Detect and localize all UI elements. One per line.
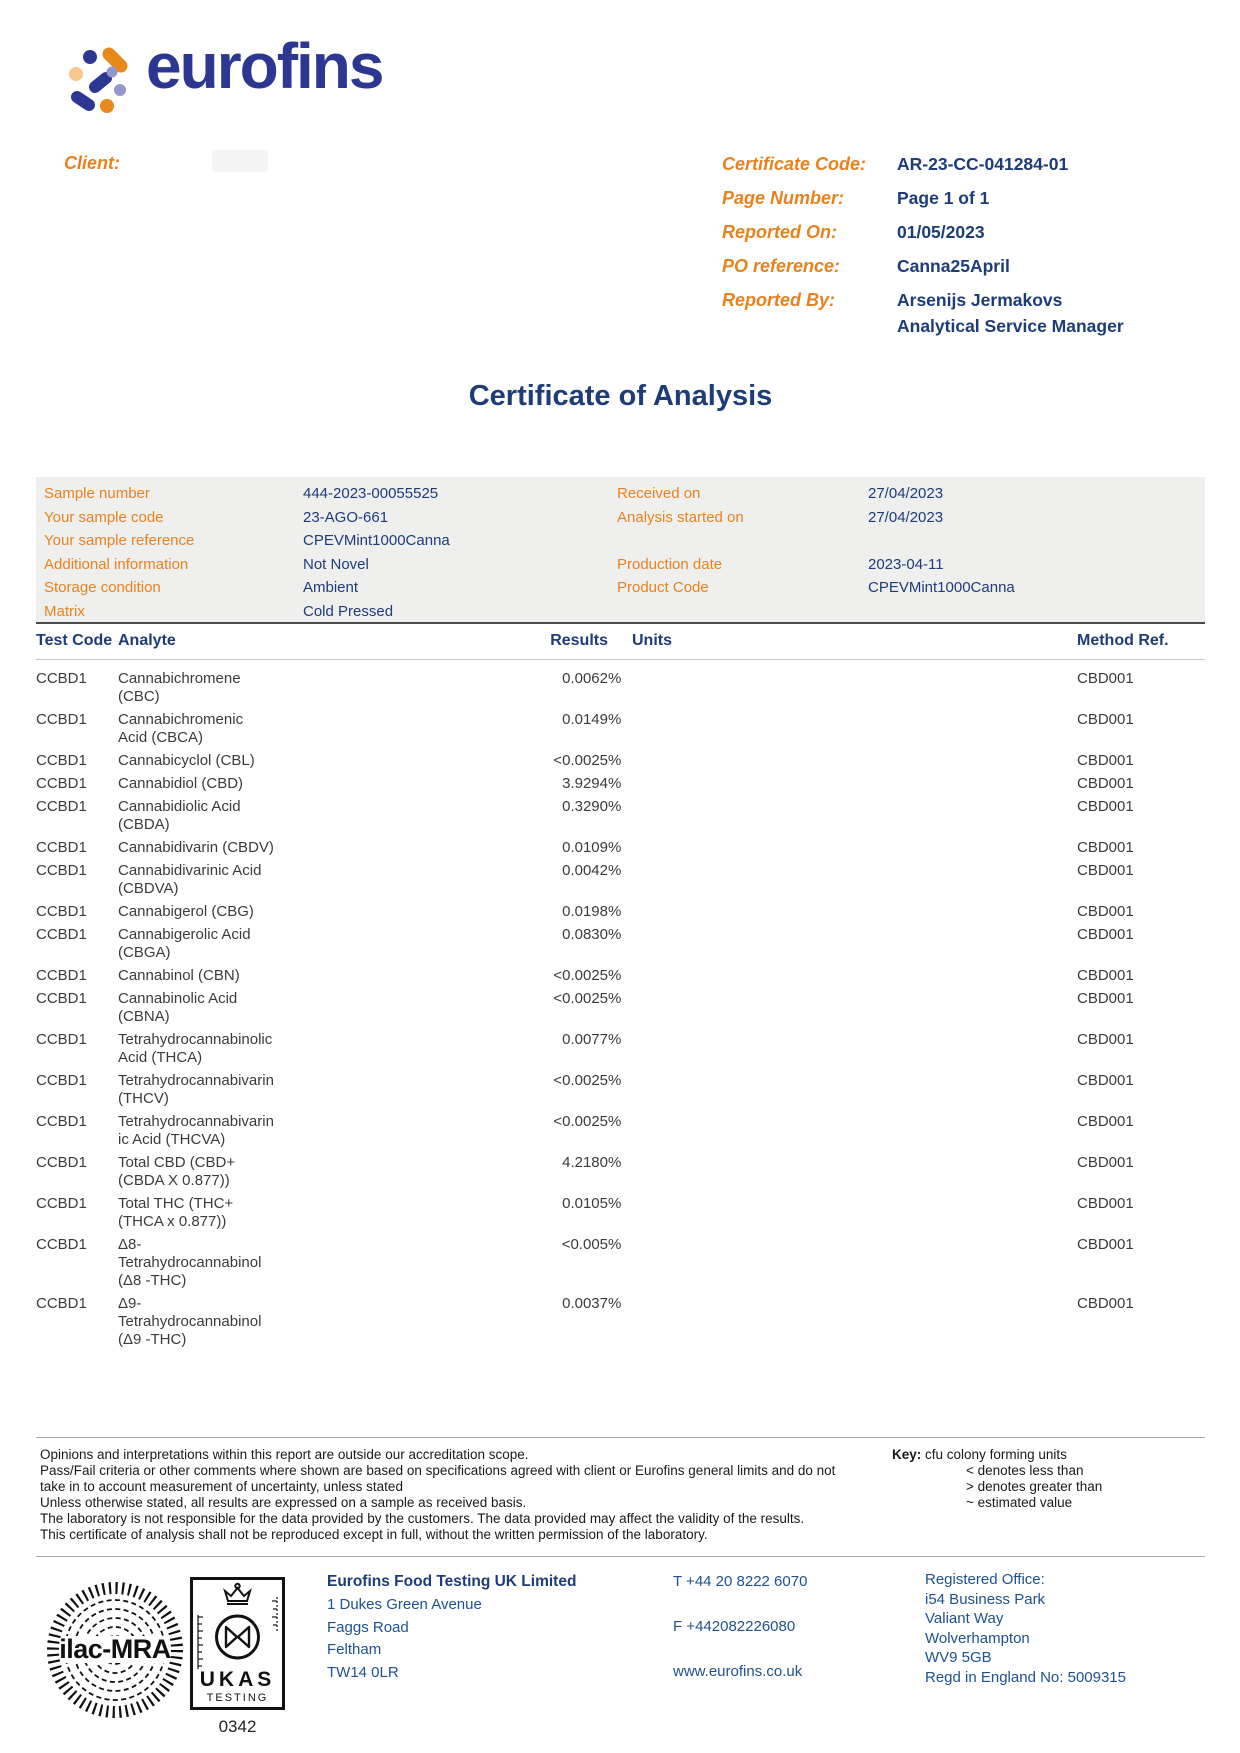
- result-value: 0.3290: [562, 798, 608, 815]
- result-analyte: [118, 1070, 278, 1111]
- registered-line: Regd in England No: 5009315: [925, 1668, 1126, 1686]
- result-units: %: [608, 1195, 622, 1212]
- result-row: [36, 988, 1205, 1029]
- sample-info-label: Additional information: [44, 555, 189, 573]
- results-table: [36, 622, 1205, 1352]
- result-analyte: [118, 660, 278, 710]
- sample-info-value: Not Novel: [303, 555, 369, 573]
- sample-info-row: [44, 506, 450, 530]
- result-method-ref: CBD001: [1077, 1113, 1134, 1130]
- analyte-text: Cannabidiolic Acid (CBDA): [118, 798, 241, 833]
- result-test-code: CCBD1: [36, 967, 87, 984]
- sample-info-row: [44, 482, 450, 506]
- result-method-ref: CBD001: [1077, 1154, 1134, 1171]
- result-value: 4.2180: [562, 1154, 608, 1171]
- result-analyte: [118, 1152, 278, 1193]
- sample-info-label: Product Code: [617, 579, 709, 596]
- result-analyte: [118, 901, 278, 924]
- registered-line: Registered Office:: [925, 1571, 1045, 1588]
- sample-info-value: 27/04/2023: [868, 485, 944, 502]
- result-method-ref: CBD001: [1077, 775, 1134, 792]
- result-method-ref: CBD001: [1077, 990, 1134, 1007]
- company-name: Eurofins Food Testing UK Limited: [327, 1573, 577, 1590]
- disclaimer-line: This certificate of analysis shall not be reproduced except in full, without the written permission of the laboratory.: [40, 1527, 708, 1542]
- analyte-text: Cannabicyclol (CBL): [118, 752, 255, 769]
- result-value: <0.0025: [553, 1072, 608, 1089]
- result-row: [36, 660, 1205, 710]
- result-value: 0.0109: [562, 839, 608, 856]
- analyte-text: Δ8-Tetrahydrocannabinol (Δ8 -THC): [118, 1236, 262, 1289]
- result-row: [36, 1193, 1205, 1234]
- sample-info-right-column: [617, 482, 1015, 600]
- result-analyte: [118, 773, 278, 796]
- result-method-ref: CBD001: [1077, 903, 1134, 920]
- result-test-code: CCBD1: [36, 1031, 87, 1048]
- client-label: Client:: [64, 153, 120, 173]
- result-value: 0.0105: [562, 1195, 608, 1212]
- analyte-text: Cannabidivarin (CBDV): [118, 839, 274, 856]
- result-test-code: CCBD1: [36, 775, 87, 792]
- company-address-lines: [327, 1594, 576, 1684]
- eurofins-logo-dots-icon: [62, 44, 134, 116]
- result-method-ref: CBD001: [1077, 926, 1134, 943]
- result-test-code: CCBD1: [36, 862, 87, 879]
- result-analyte: [118, 860, 278, 901]
- result-test-code: CCBD1: [36, 839, 87, 856]
- result-method-ref: CBD001: [1077, 752, 1134, 769]
- analyte-text: Tetrahydrocannabinolic Acid (THCA): [118, 1031, 273, 1066]
- result-value: 0.0037: [562, 1295, 608, 1312]
- result-value: 0.0198: [562, 903, 608, 920]
- result-units: %: [608, 1113, 622, 1130]
- meta-value: Page 1 of 1: [897, 188, 990, 208]
- result-method-ref: CBD001: [1077, 670, 1134, 687]
- meta-row: [722, 312, 1202, 346]
- disclaimer-line: take in to account measurement of uncertainty, unless stated: [40, 1479, 403, 1494]
- result-row: [36, 796, 1205, 837]
- result-method-ref: CBD001: [1077, 1295, 1134, 1312]
- result-units: %: [608, 1031, 622, 1048]
- result-units: %: [608, 967, 622, 984]
- result-row: [36, 1070, 1205, 1111]
- result-units: %: [608, 670, 622, 687]
- page-title: Certificate of Analysis: [468, 380, 773, 412]
- result-value: 0.0042: [562, 862, 608, 879]
- sample-info-label: Production date: [617, 555, 723, 573]
- result-method-ref: CBD001: [1077, 1072, 1134, 1089]
- result-units: %: [608, 1295, 622, 1312]
- result-test-code: CCBD1: [36, 1154, 87, 1171]
- analyte-text: Tetrahydrocannabivarinic Acid (THCVA): [118, 1113, 274, 1148]
- sample-info-row: [617, 576, 1015, 600]
- result-value: 0.0077: [562, 1031, 608, 1048]
- result-analyte: [118, 965, 278, 988]
- result-units: %: [608, 711, 622, 728]
- result-test-code: CCBD1: [36, 670, 87, 687]
- result-key: [892, 1447, 1102, 1511]
- meta-label: Reported By:: [722, 290, 836, 310]
- result-units: %: [608, 1154, 622, 1171]
- sample-info-label: Analysis started on: [617, 508, 744, 526]
- result-test-code: CCBD1: [36, 1195, 87, 1212]
- result-row: [36, 709, 1205, 750]
- registered-office-block: [925, 1570, 1126, 1687]
- sample-info-left-column: [44, 482, 450, 623]
- result-value: <0.0025: [553, 752, 608, 769]
- meta-value: Arsenijs Jermakovs: [897, 290, 1063, 310]
- result-row: [36, 1234, 1205, 1293]
- result-row: [36, 924, 1205, 965]
- result-row: [36, 860, 1205, 901]
- certificate-meta: [722, 150, 1202, 346]
- result-units: %: [608, 1236, 622, 1253]
- column-header-test-code: Test Code: [36, 623, 118, 660]
- result-method-ref: CBD001: [1077, 1031, 1134, 1048]
- sample-info-row: [617, 482, 1015, 506]
- result-value: <0.0025: [553, 990, 608, 1007]
- result-test-code: CCBD1: [36, 1236, 87, 1253]
- disclaimer-text: [40, 1447, 835, 1543]
- column-header-analyte: Analyte: [118, 623, 278, 660]
- result-method-ref: CBD001: [1077, 839, 1134, 856]
- result-test-code: CCBD1: [36, 798, 87, 815]
- registered-line: i54 Business Park: [925, 1590, 1046, 1608]
- analyte-text: Total CBD (CBD+(CBDA X 0.877)): [118, 1154, 236, 1189]
- analyte-text: Δ9-Tetrahydrocannabinol (Δ9 -THC): [118, 1295, 262, 1348]
- disclaimer-line: Pass/Fail criteria or other comments where shown are based on specifications agreed with client or Eurofins general limits and do not: [40, 1463, 836, 1478]
- sample-info-row: [44, 600, 450, 624]
- result-method-ref: CBD001: [1077, 1236, 1134, 1253]
- meta-label: Certificate Code:: [722, 154, 867, 174]
- result-method-ref: CBD001: [1077, 1195, 1134, 1212]
- key-cfu-note: cfu colony forming units: [925, 1447, 1067, 1462]
- sample-info-label: Your sample code: [44, 508, 164, 526]
- key-entry: < denotes less than: [966, 1463, 1084, 1478]
- analyte-text: Cannabidivarinic Acid (CBDVA): [118, 862, 262, 897]
- sample-info-label: Sample number: [44, 485, 150, 502]
- result-analyte: [118, 1193, 278, 1234]
- key-label: Key:: [892, 1447, 922, 1462]
- result-units: %: [608, 775, 622, 792]
- sample-info-value: CPEVMint1000Canna: [868, 579, 1015, 596]
- result-units: %: [608, 798, 622, 815]
- meta-value: 01/05/2023: [897, 222, 985, 242]
- result-analyte: [118, 1293, 278, 1352]
- result-value: 0.0149: [562, 711, 608, 728]
- contact-line: www.eurofins.co.uk: [673, 1663, 803, 1680]
- result-row: [36, 901, 1205, 924]
- registered-line: Valiant Way: [925, 1610, 1004, 1627]
- result-test-code: CCBD1: [36, 926, 87, 943]
- sample-info-value: 23-AGO-661: [303, 508, 389, 526]
- result-test-code: CCBD1: [36, 903, 87, 920]
- disclaimer-line: Opinions and interpretations within this report are outside our accreditation scope.: [40, 1447, 529, 1462]
- result-value: <0.0025: [553, 967, 608, 984]
- meta-value: AR-23-CC-041284-01: [897, 154, 1069, 174]
- company-address-line: TW14 0LR: [327, 1663, 399, 1681]
- analyte-text: Cannabichromene (CBC): [118, 670, 241, 705]
- sample-info-value: 2023-04-11: [868, 555, 944, 573]
- result-row: [36, 1111, 1205, 1152]
- meta-label: PO reference:: [722, 256, 841, 276]
- column-header-results: Results: [278, 623, 608, 660]
- key-entry: ~ estimated value: [966, 1495, 1073, 1510]
- key-entries: [966, 1463, 1102, 1511]
- result-value: 0.0062: [562, 670, 608, 687]
- column-header-method-ref: Method Ref.: [1077, 623, 1205, 660]
- result-test-code: CCBD1: [36, 752, 87, 769]
- result-test-code: CCBD1: [36, 1295, 87, 1312]
- company-address-line: 1 Dukes Green Avenue: [327, 1596, 482, 1613]
- sample-info-label: Received on: [617, 485, 701, 502]
- result-analyte: [118, 1029, 278, 1070]
- sample-info-value: 444-2023-00055525: [303, 485, 439, 502]
- results-table-header-row: [36, 623, 1205, 660]
- meta-row: [722, 184, 1202, 218]
- result-test-code: CCBD1: [36, 1072, 87, 1089]
- analyte-text: Tetrahydrocannabivarin (THCV): [118, 1072, 274, 1107]
- result-row: [36, 1152, 1205, 1193]
- result-analyte: [118, 1234, 278, 1293]
- sample-info-label: Matrix: [44, 602, 85, 620]
- footer-notes: [36, 1437, 1205, 1557]
- result-analyte: [118, 796, 278, 837]
- client-value-redacted: [212, 150, 268, 172]
- result-units: %: [608, 752, 622, 769]
- svg-text:UKAS: UKAS: [199, 1668, 276, 1691]
- ukas-testing-logo-icon: [190, 1577, 285, 1710]
- disclaimer-line: The laboratory is not responsible for the data provided by the customers. The data provided may affect the validity of the results.: [40, 1511, 805, 1526]
- analyte-text: Cannabigerolic Acid (CBGA): [118, 926, 251, 961]
- result-analyte: [118, 750, 278, 773]
- company-address-line: Faggs Road: [327, 1618, 409, 1636]
- result-analyte: [118, 709, 278, 750]
- company-address-line: Feltham: [327, 1641, 382, 1658]
- analyte-text: Cannabigerol (CBG): [118, 903, 254, 920]
- registered-line: Wolverhampton: [925, 1629, 1030, 1647]
- sample-info-row: [44, 553, 450, 577]
- disclaimer-line: Unless otherwise stated, all results are expressed on a sample as received basis.: [40, 1495, 527, 1510]
- key-first-line: [892, 1447, 1102, 1463]
- registered-line: WV9 5GB: [925, 1649, 992, 1666]
- meta-row: [722, 150, 1202, 184]
- column-header-units: Units: [608, 623, 1077, 660]
- result-units: %: [608, 926, 622, 943]
- result-row: [36, 1293, 1205, 1352]
- svg-text:ilac-MRA: ilac-MRA: [59, 1634, 171, 1664]
- result-row: [36, 773, 1205, 796]
- result-value: <0.005: [561, 1236, 608, 1253]
- key-entry: > denotes greater than: [966, 1479, 1103, 1494]
- sample-info-value: CPEVMint1000Canna: [303, 532, 450, 549]
- result-analyte: [118, 837, 278, 860]
- sample-info-label: Storage condition: [44, 579, 161, 596]
- result-row: [36, 965, 1205, 988]
- meta-label: Page Number:: [722, 188, 845, 208]
- result-method-ref: CBD001: [1077, 862, 1134, 879]
- analyte-text: Total THC (THC+ (THCA x 0.877)): [118, 1195, 234, 1230]
- company-address-block: [327, 1570, 576, 1684]
- svg-text:TESTING: TESTING: [206, 1692, 269, 1704]
- result-row: [36, 837, 1205, 860]
- analyte-text: Cannabinolic Acid (CBNA): [118, 990, 238, 1025]
- meta-row: [722, 218, 1202, 252]
- result-value: 0.0830: [562, 926, 608, 943]
- result-value: 3.9294: [562, 775, 608, 792]
- result-method-ref: CBD001: [1077, 798, 1134, 815]
- result-row: [36, 1029, 1205, 1070]
- contact-line: F +442082226080: [673, 1618, 796, 1635]
- meta-value: Analytical Service Manager: [897, 316, 1124, 336]
- result-row: [36, 750, 1205, 773]
- meta-value: Canna25April: [897, 256, 1010, 276]
- sample-info-row: [617, 506, 1015, 530]
- sample-info-panel: [36, 477, 1205, 622]
- ilac-mra-logo-icon: [45, 1580, 185, 1720]
- sample-info-label: Your sample reference: [44, 532, 195, 549]
- sample-info-row: [44, 576, 450, 600]
- analyte-text: Cannabinol (CBN): [118, 967, 240, 984]
- sample-info-value: 27/04/2023: [868, 508, 944, 526]
- meta-label: Reported On:: [722, 222, 837, 242]
- meta-row: [722, 252, 1202, 286]
- result-units: %: [608, 903, 622, 920]
- result-analyte: [118, 1111, 278, 1152]
- result-units: %: [608, 1072, 622, 1089]
- result-units: %: [608, 862, 622, 879]
- contact-line: T +44 20 8222 6070: [673, 1573, 808, 1590]
- ukas-accreditation-number: 0342: [218, 1717, 257, 1736]
- result-units: %: [608, 839, 622, 856]
- result-test-code: CCBD1: [36, 990, 87, 1007]
- analyte-text: Cannabidiol (CBD): [118, 775, 244, 792]
- result-method-ref: CBD001: [1077, 967, 1134, 984]
- result-units: %: [608, 990, 622, 1007]
- result-analyte: [118, 924, 278, 965]
- result-value: <0.0025: [553, 1113, 608, 1130]
- result-test-code: CCBD1: [36, 711, 87, 728]
- sample-info-row: [44, 529, 450, 553]
- sample-info-row: [617, 529, 1015, 553]
- result-analyte: [118, 988, 278, 1029]
- sample-info-value: Cold Pressed: [303, 602, 394, 620]
- result-method-ref: CBD001: [1077, 711, 1134, 728]
- result-test-code: CCBD1: [36, 1113, 87, 1130]
- sample-info-row: [617, 553, 1015, 577]
- contact-block: [673, 1572, 807, 1707]
- sample-info-value: Ambient: [303, 579, 359, 596]
- analyte-text: Cannabichromenic Acid (CBCA): [118, 711, 244, 746]
- eurofins-logo-text: eurofins: [146, 30, 383, 102]
